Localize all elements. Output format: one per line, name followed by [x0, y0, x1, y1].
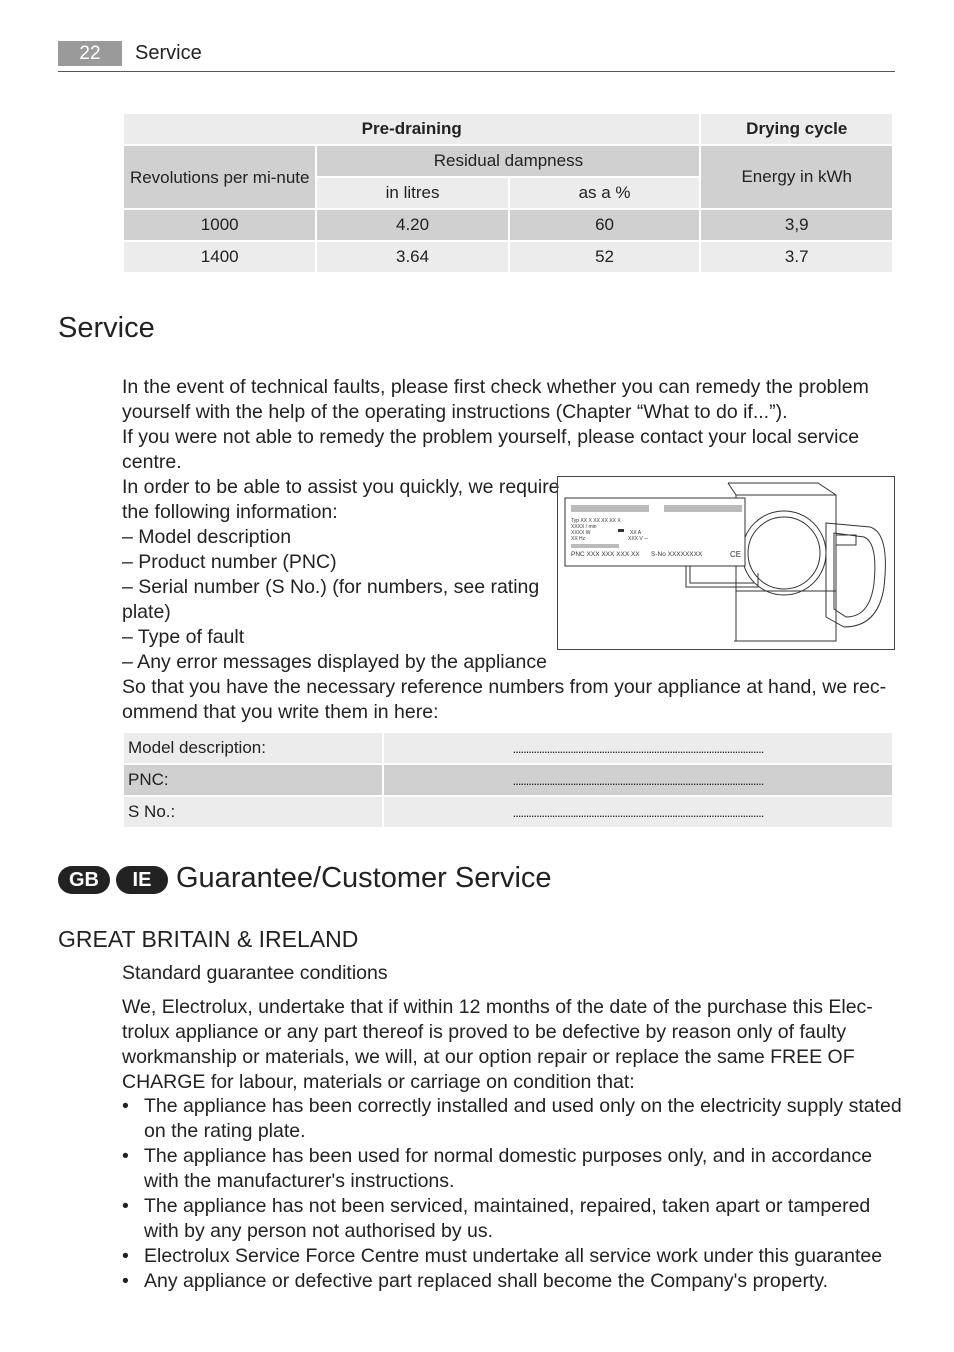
info-item: – Any error messages displayed by the appliance: [122, 651, 547, 673]
cell-rpm: 1400: [124, 242, 315, 272]
list-item: • The appliance has not been serviced, maintained, repaired, taken apart or tampered with by any person not authorised by us.: [122, 1194, 902, 1244]
reference-record-table: [122, 731, 894, 829]
th-residual-dampness: Residual dampness: [317, 146, 699, 176]
drying-spec-table: [122, 112, 894, 274]
plate-rpm-line: XXXX / min: [571, 524, 597, 530]
record-dotted-field[interactable]: ................................................................................................: [384, 797, 892, 827]
guarantee-heading: Guarantee/Customer Service: [176, 862, 552, 894]
header-section-title: Service: [135, 42, 202, 64]
info-item: – Type of fault: [122, 626, 245, 648]
th-pre-draining: Pre-draining: [124, 114, 699, 144]
record-label: PNC:: [124, 765, 382, 795]
plate-amp: XX A: [630, 530, 642, 536]
plate-type-line: Typ XX X XX XX XX X: [571, 518, 621, 524]
plate-watt: XXXX W: [571, 530, 591, 536]
th-as-percent: as a %: [510, 178, 700, 208]
service-heading: Service: [58, 312, 155, 344]
cell-energy: 3,9: [701, 210, 892, 240]
th-drying-cycle: Drying cycle: [701, 114, 892, 144]
list-item: • The appliance has been correctly installed and used only on the electricity supply stated on the rating plate.: [122, 1094, 902, 1144]
table-row: [124, 765, 892, 795]
plate-hz: XX Hz: [571, 536, 586, 542]
region-heading: GREAT BRITAIN & IRELAND: [58, 926, 359, 952]
list-item: • Any appliance or defective part replaced shall become the Company's property.: [122, 1269, 902, 1294]
th-in-litres: in litres: [317, 178, 507, 208]
conditions-subheading: Standard guarantee conditions: [122, 962, 388, 984]
info-item: – Serial number (S No.) (for numbers, see rating: [122, 576, 540, 598]
record-dotted-field[interactable]: ................................................................................................: [384, 733, 892, 763]
service-para-1: In the event of technical faults, please first check whether you can remedy the problem yourself with the help of the operating instructions (Chapter “What to do if...”).: [122, 376, 869, 423]
table-row: [124, 733, 892, 763]
service-para-2: If you were not able to remedy the problem yourself, please contact your local service centre.: [122, 426, 860, 473]
list-item: • Electrolux Service Force Centre must undertake all service work under this guarantee: [122, 1244, 902, 1269]
guarantee-conditions-list: [122, 1094, 902, 1294]
record-label: S No.:: [124, 797, 382, 827]
plate-volt: XXX V ∼: [628, 536, 649, 542]
plate-pnc: PNC XXX XXX XXX XX: [571, 551, 640, 558]
record-label: Model description:: [124, 733, 382, 763]
cell-energy: 3.7: [701, 242, 892, 272]
info-item: plate): [122, 601, 171, 623]
list-item: • The appliance has been used for normal domestic purposes only, and in accordance with the manufacturer's instructions.: [122, 1144, 902, 1194]
service-para-3b: the following information:: [122, 501, 338, 523]
badge-gb: GB: [58, 866, 110, 894]
rating-plate-illustration: [557, 476, 895, 650]
th-revolutions: Revolutions per mi-nute: [124, 146, 315, 208]
dryer-rating-plate-drawing: [558, 477, 894, 649]
plate-serial: S-No XXXXXXXX: [651, 551, 703, 558]
record-dotted-field[interactable]: ................................................................................................: [384, 765, 892, 795]
cell-rpm: 1000: [124, 210, 315, 240]
ce-mark-icon: CE: [730, 550, 742, 559]
service-para-4: So that you have the necessary reference numbers from your appliance at hand, we rec-ommend that you write them in here:: [122, 676, 887, 723]
cell-litres: 4.20: [317, 210, 507, 240]
badge-ie: IE: [116, 866, 168, 894]
table-row: [124, 242, 892, 272]
th-energy: Energy in kWh: [701, 146, 892, 208]
info-item: – Model description: [122, 526, 292, 548]
page-number: 22: [58, 41, 122, 66]
info-item: – Product number (PNC): [122, 551, 337, 573]
table-row: [124, 210, 892, 240]
page-header: [58, 41, 895, 72]
table-row: [124, 797, 892, 827]
cell-litres: 3.64: [317, 242, 507, 272]
guarantee-intro: We, Electrolux, undertake that if within 12 months of the date of the purchase this Elec-trolux appliance or any part thereof is proved to be defective by reason only of faulty workmanship or materials, we will, at our option repair or replace the same FREE OF CHARGE for labour, materials or carriage on condition that:: [122, 996, 873, 1093]
cell-percent: 60: [510, 210, 700, 240]
cell-percent: 52: [510, 242, 700, 272]
service-para-3a: In order to be able to assist you quickly, we require: [122, 476, 560, 498]
